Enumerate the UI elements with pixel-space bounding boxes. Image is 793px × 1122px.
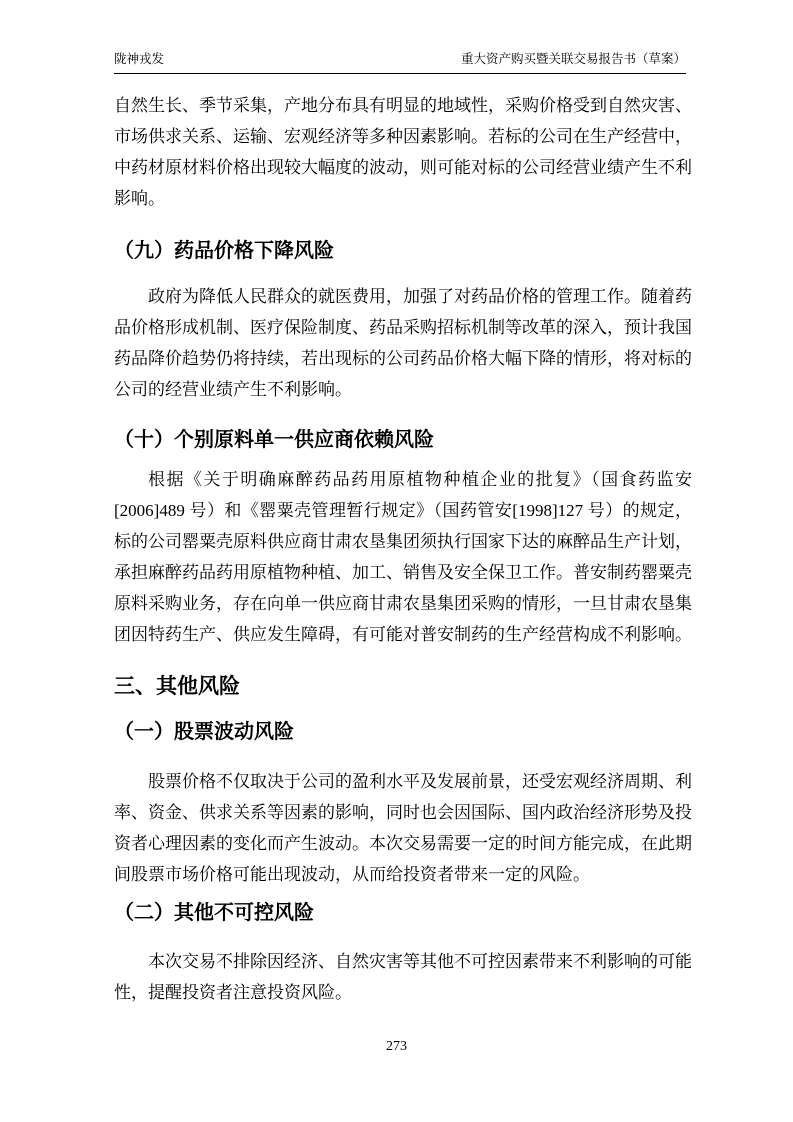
- header-report-title: 重大资产购买暨关联交易报告书（草案）: [460, 52, 686, 66]
- heading-section-3-1-stock-volatility-risk: （一）股票波动风险: [114, 721, 294, 743]
- page-footer: [0, 1038, 793, 1056]
- heading-section-9-drug-price-decline-risk: （九）药品价格下降风险: [114, 240, 334, 262]
- header-company-name: 陇神戎发: [114, 52, 165, 66]
- paragraph-raw-material-price-risk-continued: 自然生长、季节采集，产地分布具有明显的地域性，采购价格受到自然灾害、市场供求关系、运输、宏观经济等多种因素影响。若标的公司在生产经营中，中药材原材料价格出现较大幅度的波动，则可能对标的公司经营业绩产生不利影响。: [114, 96, 692, 208]
- paragraph-section-10-single-supplier-dependence-risk: 根据《关于明确麻醉药品药用原植物种植企业的批复》（国食药监安[2006]489 号）和《罂粟壳管理暂行规定》（国药管安[1998]127 号）的规定，标的公司罂粟壳原料供应商甘肃农垦集团须执行国家下达的麻醉品生产计划，承担麻醉药品药用原植物种植、加工、销售及安全保卫工作。普安制药罂粟壳原料采购业务，存在向单一供应商甘肃农垦集团采购的情形，一旦甘肃农垦集团因特药生产、供应发生障碍，有可能对普安制药的生产经营构成不利影响。: [114, 470, 692, 644]
- heading-section-3-2-other-uncontrollable-risk: （二）其他不可控风险: [114, 902, 314, 924]
- document-body: [114, 90, 692, 1008]
- paragraph-section-3-2-other-uncontrollable-risk: 本次交易不排除因经济、自然灾害等其他不可控因素带来不利影响的可能性，提醒投资者注意投资风险。: [114, 952, 692, 1002]
- paragraph-section-9-drug-price-decline-risk: 政府为降低人民群众的就医费用，加强了对药品价格的管理工作。随着药品价格形成机制、医疗保险制度、药品采购招标机制等改革的深入，预计我国药品降价趋势仍将持续，若出现标的公司药品价格大幅下降的情形，将对标的公司的经营业绩产生不利影响。: [114, 287, 692, 399]
- heading-chapter-3-other-risks: 三、其他风险: [114, 675, 240, 698]
- heading-section-10-single-supplier-dependence-risk: （十）个别原料单一供应商依赖风险: [114, 429, 434, 451]
- page-number: 273: [386, 1039, 407, 1054]
- page-header: [114, 52, 686, 74]
- paragraph-section-3-1-stock-volatility-risk: 股票价格不仅取决于公司的盈利水平及发展前景，还受宏观经济周期、利率、资金、供求关系等因素的影响，同时也会因国际、国内政治经济形势及投资者心理因素的变化而产生波动。本次交易需要一定的时间方能完成，在此期间股票市场价格可能出现波动，从而给投资者带来一定的风险。: [114, 772, 692, 884]
